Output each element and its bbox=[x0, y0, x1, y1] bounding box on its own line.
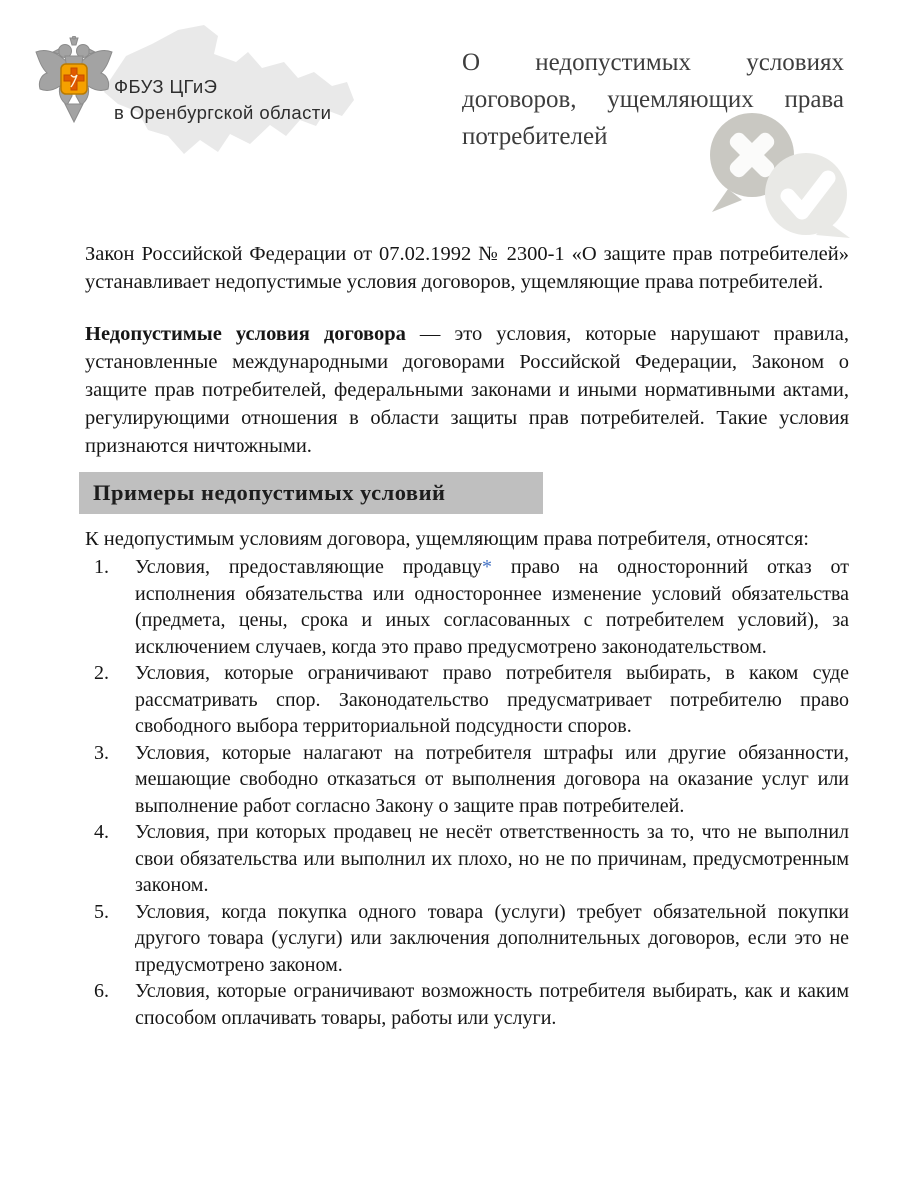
list-item-5 bbox=[85, 899, 849, 979]
list-item-3 bbox=[85, 740, 849, 820]
organization-name-line2: в Оренбургской области bbox=[114, 102, 332, 123]
list-item-1-text-pre: Условия, предоставляющие продавцу bbox=[135, 556, 483, 578]
organization-name-line1: ФБУЗ ЦГиЭ bbox=[114, 76, 218, 97]
list-item-2-number: 2. bbox=[94, 662, 109, 684]
rospotrebnadzor-emblem-icon bbox=[32, 36, 116, 128]
check-speech-bubble-icon bbox=[765, 153, 850, 238]
list-item-2-text: Условия, которые ограничивают право потребителя выбирать, в каком суде рассматривать спор. Законодательство предусматривает потребителю право свободного выбора территориальной подсудности споров. bbox=[135, 662, 849, 737]
paragraph-definition bbox=[85, 320, 849, 460]
section-heading-examples: Примеры недопустимых условий bbox=[79, 472, 543, 514]
list-item-4-text: Условия, при которых продавец не несёт ответственность за то, что не выполнил свои обязательства или выполнил их плохо, но не по причинам, предусмотренным законом. bbox=[135, 821, 849, 896]
list-item-3-text: Условия, которые налагают на потребителя штрафы или другие обязанности, мешающие свободно отказаться от выполнения договора на оказание услуг или выполнение работ согласно Закону о защите прав потребителей. bbox=[135, 741, 849, 817]
definition-term: Недопустимые условия договора bbox=[85, 323, 406, 345]
organization-name bbox=[114, 74, 331, 126]
definition-text: — это условия, которые нарушают правила, установленные международными договорами Российской Федерации, Законом о защите прав потребителей, федеральными законами и иными нормативными актами, регулирующими отношения в области защиты прав потребителей. Такие условия признаются ничтожными. bbox=[85, 323, 850, 457]
cross-check-bubbles-illustration bbox=[698, 104, 860, 240]
list-item-6-text: Условия, которые ограничивают возможность потребителя выбирать, как и каким способом оплачивать товары, работы или услуги. bbox=[135, 980, 849, 1029]
list-item-4 bbox=[85, 819, 849, 899]
document-title: О недопустимых условиях договоров, ущемляющих права потребителей bbox=[462, 49, 844, 150]
list-item-1-number: 1. bbox=[94, 556, 109, 578]
list-item-2 bbox=[85, 660, 849, 740]
footnote-asterisk: * bbox=[482, 556, 493, 578]
list-item-6-number: 6. bbox=[94, 980, 109, 1002]
paragraph-law-reference: Закон Российской Федерации от 07.02.1992 № 2300-1 «О защите прав потребителей» устанавливает недопустимые условия договоров, ущемляющие права потребителей. bbox=[85, 243, 849, 293]
list-item-6 bbox=[85, 978, 849, 1031]
list-item-3-number: 3. bbox=[94, 741, 109, 764]
document-header bbox=[0, 0, 905, 214]
list-item-5-text: Условия, когда покупка одного товара (услуги) требует обязательной покупки другого товара (услуги) или заключения дополнительных договоров, если это не предусмотрено законом. bbox=[135, 900, 849, 976]
list-item-1-text-post: право на односторонний отказ от исполнения обязательства или одностороннее изменение условий обязательства (предмета, цены, срока и иных согласованных с потребителем условий), за исключением случаев, когда это право предусмотрено законодательством. bbox=[135, 556, 849, 658]
inadmissible-terms-list bbox=[85, 554, 849, 1031]
document-body bbox=[0, 240, 905, 1031]
list-item-4-number: 4. bbox=[94, 821, 109, 843]
list-lead-text: К недопустимым условиям договора, ущемляющим права потребителя, относятся: bbox=[85, 528, 809, 550]
list-item-5-number: 5. bbox=[94, 900, 109, 923]
list-item-1 bbox=[85, 554, 849, 660]
